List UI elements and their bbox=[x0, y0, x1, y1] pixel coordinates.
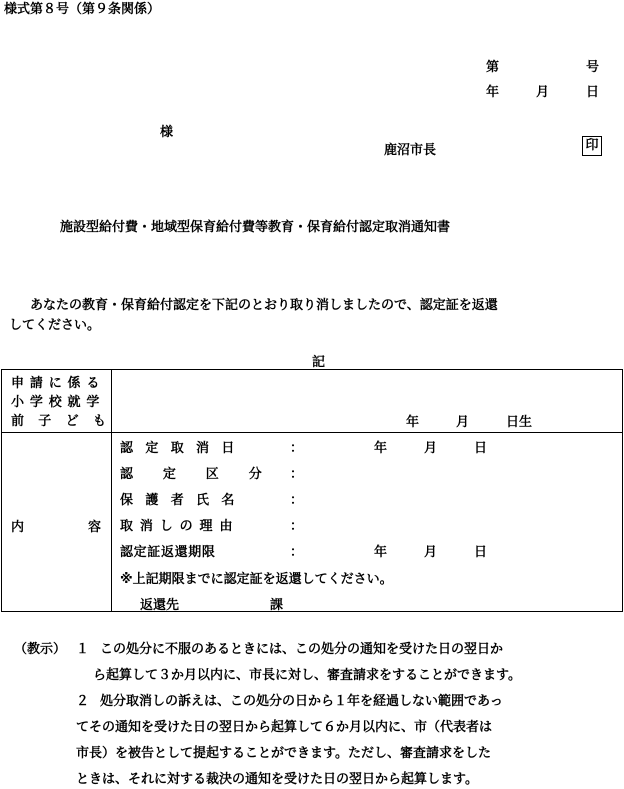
table-divider-vertical bbox=[111, 370, 112, 611]
number-gou: 号 bbox=[586, 60, 600, 75]
notice-item2-line2: てその通知を受けた日の翌日から起算して６か月以内に、市（代表者は bbox=[76, 720, 493, 735]
deadline-tsuki: 月 bbox=[424, 545, 438, 560]
row-colon: ： bbox=[290, 441, 304, 456]
content-label-1: 内 bbox=[11, 520, 25, 535]
cancel-date-hi: 日 bbox=[474, 441, 488, 456]
document-title: 施設型給付費・地域型保育給付費等教育・保育給付認定取消通知書 bbox=[60, 220, 451, 235]
table-divider-horizontal bbox=[2, 432, 622, 433]
row-label-cancel-date: 認定取消日 bbox=[120, 441, 247, 456]
row-label-guardian: 保護者氏名 bbox=[120, 493, 247, 508]
notice-item2-number: ２ bbox=[76, 694, 90, 709]
return-to-ka: 課 bbox=[270, 598, 284, 613]
cancel-date-tsuki: 月 bbox=[424, 441, 438, 456]
sender-name: 鹿沼市長 bbox=[384, 143, 437, 158]
notice-item1-line1: この処分に不服のあるときには、この処分の通知を受けた日の翌日か bbox=[100, 642, 504, 657]
row-label-reason: 取消しの理由 bbox=[120, 519, 240, 534]
addressee-sama: 様 bbox=[160, 125, 174, 140]
content-label-2: 容 bbox=[88, 520, 102, 535]
row-colon: ： bbox=[290, 493, 304, 508]
return-to-label: 返還先 bbox=[140, 598, 180, 613]
child-label-2: 小学校就学 bbox=[11, 395, 106, 410]
date-hi: 日 bbox=[586, 85, 600, 100]
date-nen: 年 bbox=[486, 85, 500, 100]
body-line-2: してください。 bbox=[9, 318, 101, 333]
notice-label: （教示） bbox=[14, 642, 67, 657]
notice-item2-line3: 市長）を被告として提起することができます。ただし、審査請求をした bbox=[76, 746, 491, 761]
child-label-3: 前子ども bbox=[11, 414, 121, 429]
ki-mark: 記 bbox=[312, 355, 326, 370]
row-colon: ： bbox=[290, 545, 304, 560]
return-note: ※上記期限までに認定証を返還してください。 bbox=[120, 572, 393, 587]
cancel-date-nen: 年 bbox=[374, 441, 388, 456]
seal-mark: 印 bbox=[582, 136, 602, 156]
birth-nen: 年 bbox=[406, 415, 420, 430]
birth-suffix: 日生 bbox=[506, 415, 533, 430]
row-colon: ： bbox=[290, 519, 304, 534]
date-tsuki: 月 bbox=[536, 85, 550, 100]
details-table bbox=[1, 369, 623, 612]
form-number: 様式第８号（第９条関係） bbox=[4, 2, 161, 17]
row-colon: ： bbox=[290, 467, 304, 482]
number-dai: 第 bbox=[486, 60, 500, 75]
notice-item2-line1: 処分取消しの訴えは、この処分の日から１年を経過しない範囲であっ bbox=[100, 694, 503, 709]
row-label-category: 認定区分 bbox=[120, 467, 292, 482]
notice-item1-line2: ら起算して３か月以内に、市長に対し、審査請求をすることができます。 bbox=[93, 668, 521, 683]
body-line-1: あなたの教育・保育給付認定を下記のとおり取り消しましたので、認定証を返還 bbox=[30, 298, 498, 313]
child-label-1: 申請に係る bbox=[11, 376, 106, 391]
notice-item1-number: １ bbox=[76, 642, 90, 657]
deadline-nen: 年 bbox=[374, 545, 388, 560]
row-label-return-deadline: 認定証返還期限 bbox=[120, 545, 216, 560]
notice-item2-line4: ときは、それに対する裁決の通知を受けた日の翌日から起算します。 bbox=[76, 772, 478, 787]
birth-tsuki: 月 bbox=[456, 415, 470, 430]
deadline-hi: 日 bbox=[474, 545, 488, 560]
